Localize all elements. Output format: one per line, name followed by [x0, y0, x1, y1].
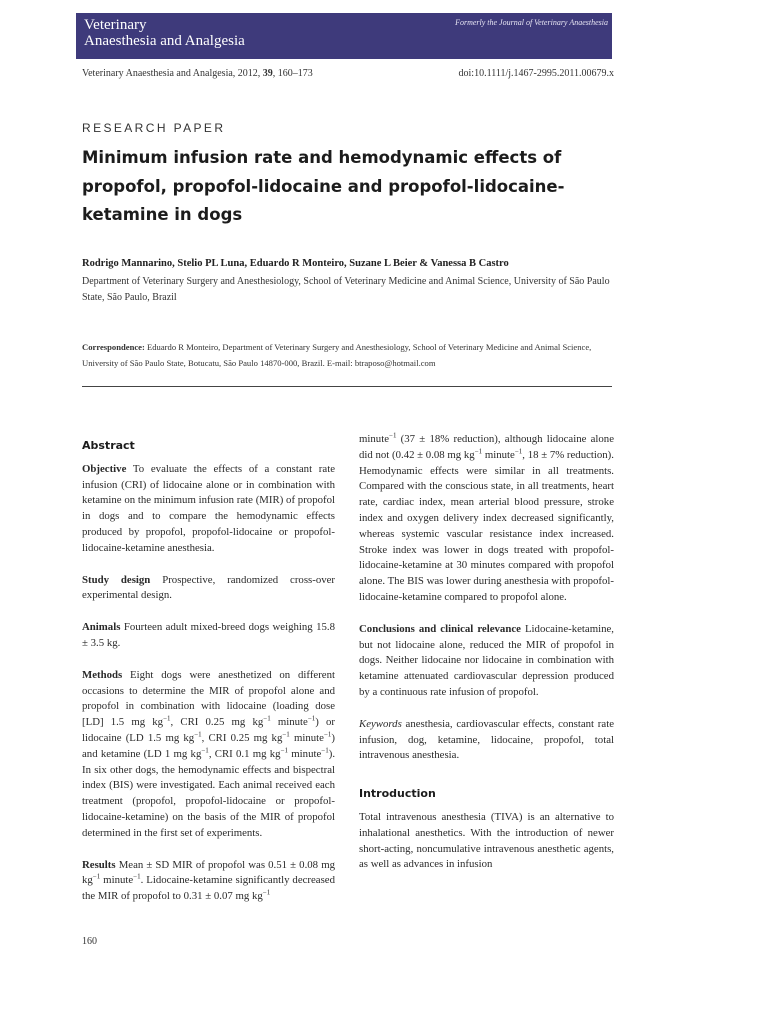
citation: Veterinary Anaesthesia and Analgesia, 2012, 39, 160–173 — [82, 68, 313, 79]
abstract-conclusions: Conclusions and clinical relevance Lidocaine-ketamine, but not lidocaine alone, reduced the MIR of propofol in dogs. Neither lidocaine nor lidocaine in combination with ketamine attenuated cardiovascular depression produced by a continuous rate infusion of propofol. — [359, 622, 614, 698]
abstract-animals: Animals Fourteen adult mixed-breed dogs weighing 15.8 ± 3.5 kg. — [82, 621, 335, 649]
correspondence: Correspondence: Eduardo R Monteiro, Department of Veterinary Surgery and Anesthesiology, School of Veterinary Medicine and Animal Science, University of São Paulo State, Botucatu, São Paulo 14870-000, Brazil. E-mail: btraposo@hotmail.com — [82, 342, 592, 368]
formerly-note: Formerly the Journal of Veterinary Anaesthesia — [455, 18, 608, 27]
abstract-results-cont: minute$^{-1}$ (37 ± 18% reduction), although lidocaine alone did not (0.42 ± 0.08 mg $kg^{-1}$ minute$^{-1}$, 18 ± 7% reduction). Hemodynamic effects were similar in all treatments. Compared with the conscious state, in all treatments, heart rate, cardiac index, mean arterial blood pressure, stroke index and oxygen delivery index decreased significantly, whereas systemic vascular resistance index increased. Stroke index was lower in dogs treated with propofol-lidocaine-ketamine at 30 minutes compared with propofol alone. The BIS was lower during anesthesia with propofol-lidocaine-ketamine compared to propofol alone. — [359, 431, 614, 603]
abstract-objective: Objective To evaluate the effects of a constant rate infusion (CRI) of lidocaine alone or in combination with ketamine on the minimum infusion rate (MIR) of propofol in dogs and to compare the hemodynamic effects produced by propofol, propofol-lidocaine or propofol-lidocaine-ketamine anesthesia. — [82, 462, 335, 554]
page-number: 160 — [82, 936, 97, 947]
right-column — [359, 432, 614, 889]
left-column — [82, 438, 335, 921]
article-title: Minimum infusion rate and hemodynamic effects of propofol, propofol-lidocaine and propofol-lidocaine-ketamine in dogs — [82, 148, 565, 224]
journal-banner — [76, 13, 612, 59]
doi[interactable]: doi:10.1111/j.1467-2995.2011.00679.x — [458, 68, 614, 79]
journal-name — [84, 17, 245, 49]
introduction-heading: Introduction — [359, 787, 436, 801]
keywords: Keywords anesthesia, cardiovascular effects, constant rate infusion, dog, ketamine, lidocaine, propofol, total intravenous anesthesia. — [359, 717, 614, 762]
abstract-results-start: Results Mean ± SD MIR of propofol was 0.51 ± 0.08 mg $kg^{-1}$ minute$^{-1}$. Lidocaine-ketamine significantly decreased the MIR of propofol to 0.31 ± 0.07 mg $kg^{-1}$ — [82, 858, 335, 903]
affiliation: Department of Veterinary Surgery and Anesthesiology, School of Veterinary Medicine and Animal Science, University of São Paulo State, São Paulo, Brazil — [82, 276, 610, 303]
abstract-heading: Abstract — [82, 439, 135, 452]
citation-line — [82, 68, 614, 79]
abstract-design: Study design Prospective, randomized cross-over experimental design. — [82, 573, 336, 602]
article-type: RESEARCH PAPER — [82, 121, 226, 135]
author-list: Rodrigo Mannarino, Stelio PL Luna, Eduardo R Monteiro, Suzane L Beier & Vanessa B Castro — [82, 258, 509, 269]
introduction-text: Total intravenous anesthesia (TIVA) is an alternative to inhalational anesthetics. With the introduction of newer short-acting, noncumulative intravenous anesthetic agents, as well as advances in infusion — [359, 810, 614, 871]
divider — [82, 386, 612, 387]
journal-name-line1: Veterinary — [84, 17, 147, 33]
correspondence-label: Correspondence: — [82, 342, 145, 352]
journal-name-line2: Anaesthesia and Analgesia — [84, 33, 245, 49]
abstract-methods: Methods Eight dogs were anesthetized on different occasions to determine the MIR of propofol alone and propofol in combination with lidocaine (loading dose [LD] 1.5 mg $kg^{-1}$, CRI 0.25 mg $kg^{-1}$ minute$^{-1}$) or lidocaine (LD 1.5 mg $kg^{-1}$, CRI 0.25 mg $kg^{-1}$ minute$^{-1}$) and ketamine (LD 1 mg $kg^{-1}$, CRI 0.1 mg $kg^{-1}$ minute$^{-1}$). In six other dogs, the hemodynamic effects and bispectral index (BIS) were investigated. Each animal received each treatment (propofol, propofol-lidocaine or propofol-lidocaine-ketamine) on the basis of the MIR of propofol determined in the first set of experiments. — [82, 668, 336, 839]
